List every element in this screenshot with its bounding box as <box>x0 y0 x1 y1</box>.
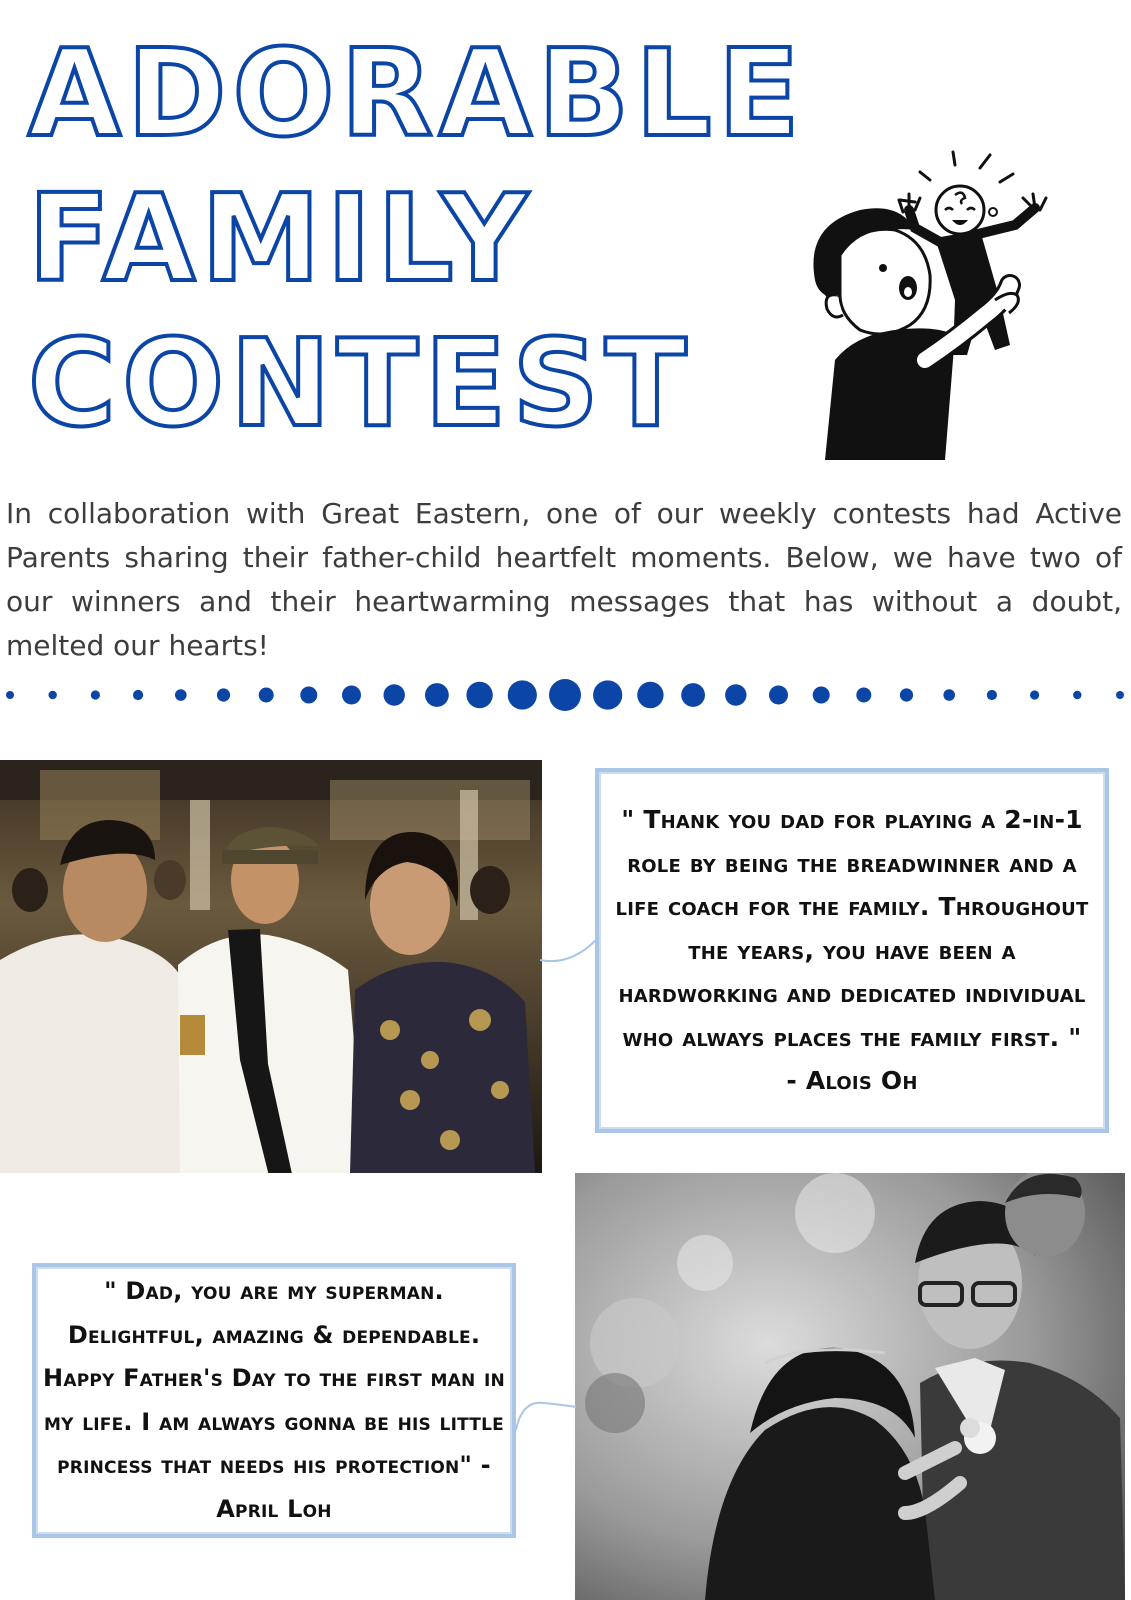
quote-text-april: " Dad, you are my superman. Delightful, amazing & dependable. Happy Father's Day to the first man in my life. I am always gonna be his little princess that needs his protection" - April Loh <box>43 1277 505 1523</box>
divider-dot <box>637 682 663 708</box>
divider-dot <box>1030 690 1039 699</box>
divider-dot <box>133 690 143 700</box>
quote-connector-1 <box>540 930 600 970</box>
divider-dot <box>593 680 622 709</box>
divider-dot <box>342 686 361 705</box>
dot-divider <box>0 675 1131 715</box>
divider-dot <box>1073 691 1081 699</box>
divider-dot <box>769 686 788 705</box>
divider-dot <box>681 683 705 707</box>
intro-paragraph: In collaboration with Great Eastern, one of our weekly contests had Active Parents sharing their father-child heartfelt moments. Below, we have two of our winners and their heartwarming messages that has without a doubt, melted our hearts! <box>6 497 1122 662</box>
divider-dot <box>549 679 581 711</box>
divider-dot <box>725 684 746 705</box>
family-photo-wedding <box>575 1173 1125 1600</box>
divider-dot <box>259 688 274 703</box>
divider-dot <box>6 691 14 699</box>
divider-dot <box>900 688 913 701</box>
quote-box-april <box>32 1263 516 1538</box>
divider-dot <box>49 691 57 699</box>
divider-dot <box>91 690 100 699</box>
divider-dot <box>425 683 449 707</box>
father-lifting-baby-icon <box>795 150 1065 460</box>
title-line-3: CONTEST <box>28 315 693 454</box>
divider-dot <box>1116 691 1124 699</box>
divider-dot <box>466 682 492 708</box>
title-line-1: ADORABLE <box>28 25 806 164</box>
divider-dot <box>300 687 317 704</box>
divider-dot <box>813 687 830 704</box>
divider-dot <box>508 680 537 709</box>
divider-dot <box>175 689 187 701</box>
quote-connector-2 <box>514 1395 579 1435</box>
title-line-2: FAMILY <box>28 170 534 309</box>
divider-dot <box>856 688 871 703</box>
family-photo-graduation <box>0 760 542 1173</box>
divider-dot <box>987 690 997 700</box>
quote-text-alois: " Thank you dad for playing a 2-in-1 role by being the breadwinner and a life coach for the family. Throughout the years, you have been a hardworking and dedicated individual who always places the family first. " - Alois Oh <box>615 805 1089 1096</box>
divider-dot <box>943 689 955 701</box>
divider-dot <box>217 688 230 701</box>
quote-box-alois <box>595 768 1109 1133</box>
divider-dot <box>384 684 405 705</box>
